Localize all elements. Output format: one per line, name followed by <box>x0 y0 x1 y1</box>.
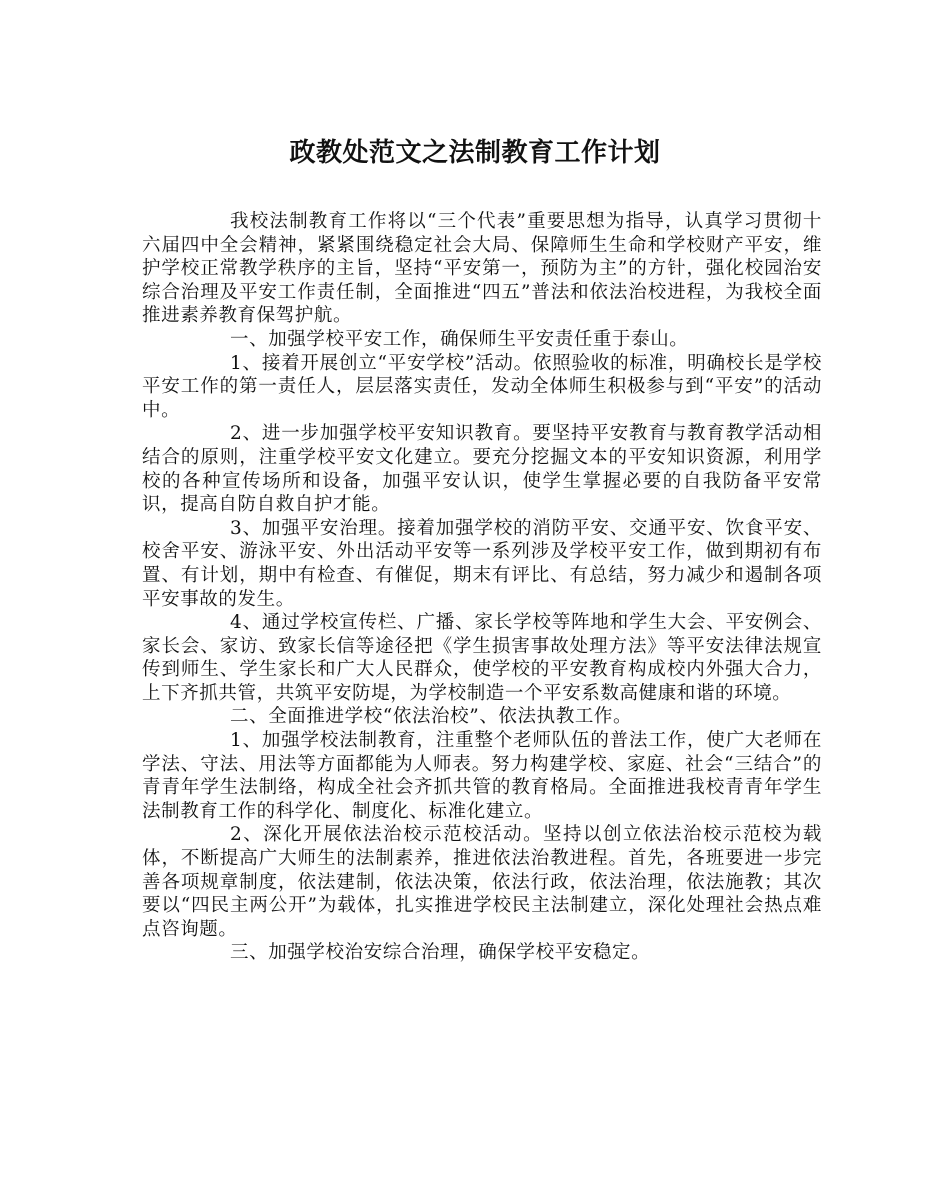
paragraph-1-3: 3、加强平安治理。接着加强学校的消防平安、交通平安、饮食平安、校舍平安、游泳平安、外出活动平安等一系列涉及学校平安工作，做到期初有布置、有计划，期中有检查、有催促，期末有评比、有总结，努力减少和遏制各项平安事故的发生。 <box>142 517 822 610</box>
paragraph-1-1: 1、接着开展创立“平安学校”活动。依照验收的标准，明确校长是学校平安工作的第一责任人，层层落实责任，发动全体师生积极参与到“平安”的活动中。 <box>142 352 822 421</box>
section-heading-3: 三、加强学校治安综合治理，确保学校平安稳定。 <box>230 942 651 964</box>
section-heading-2: 二、全面推进学校“依法治校”、依法执教工作。 <box>230 706 633 728</box>
paragraph-1-2: 2、进一步加强学校平安知识教育。要坚持平安教育与教育教学活动相结合的原则，注重学校平安文化建立。要充分挖掘文本的平安知识资源，利用学校的各种宣传场所和设备，加强平安认识，使学生掌握必要的自我防备平安常识，提高自防自救自护才能。 <box>142 423 822 516</box>
paragraph-2-2: 2、深化开展依法治校示范校活动。坚持以创立依法治校示范校为载体，不断提高广大师生的法制素养，推进依法治教进程。首先，各班要进一步完善各项规章制度，依法建制，依法决策，依法行政，依法治理，依法施教；其次要以“四民主两公开”为载体，扎实推进学校民主法制建立，深化处理社会热点难点咨询题。 <box>142 824 822 940</box>
document-title: 政教处范文之法制教育工作计划 <box>289 138 661 168</box>
paragraph-intro: 我校法制教育工作将以“三个代表”重要思想为指导，认真学习贯彻十六届四中全会精神，紧紧围绕稳定社会大局、保障师生生命和学校财产平安，维护学校正常教学秩序的主旨，坚持“平安第一，预防为主”的方针，强化校园治安综合治理及平安工作责任制，全面推进“四五”普法和依法治校进程，为我校全面推进素养教育保驾护航。 <box>142 211 822 327</box>
section-heading-1: 一、加强学校平安工作，确保师生平安责任重于泰山。 <box>230 328 689 350</box>
document-body <box>142 210 822 965</box>
paragraph-1-4: 4、通过学校宣传栏、广播、家长学校等阵地和学生大会、平安例会、家长会、家访、致家长信等途径把《学生损害事故处理方法》等平安法律法规宣传到师生、学生家长和广大人民群众，使学校的平安教育构成校内外强大合力，上下齐抓共管，共筑平安防堤，为学校制造一个平安系数高健康和谐的环境。 <box>142 612 822 704</box>
paragraph-2-1: 1、加强学校法制教育，注重整个老师队伍的普法工作，使广大老师在学法、守法、用法等方面都能为人师表。努力构建学校、家庭、社会“三结合”的青青年学生法制络，构成全社会齐抓共管的教育格局。全面推进我校青青年学生法制教育工作的科学化、制度化、标准化建立。 <box>142 730 822 822</box>
